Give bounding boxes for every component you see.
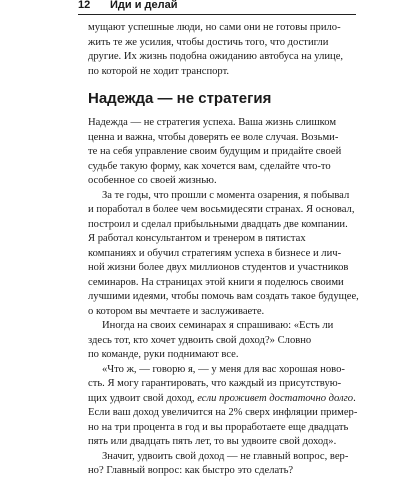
- text-line: и поработал в более чем восьмидесяти странах. Я основал,: [88, 204, 355, 215]
- text-line: по команде, руки поднимают все.: [88, 349, 239, 360]
- text-line: о котором вы мечтаете и заслуживаете.: [88, 305, 265, 317]
- text-line: судьбе такую форму, как хочется вам, сделайте что-то: [88, 160, 331, 172]
- text-line: построил и сделал прибыльными двадцать две компании.: [88, 218, 348, 230]
- section-body: [88, 116, 359, 479]
- text-line: Я работал консультантом и тренером в пятистах: [88, 233, 306, 244]
- text-line: Иногда на своих семинарах я спрашиваю: «Есть ли: [102, 320, 334, 331]
- text-line: но? Главный вопрос: как быстро это сделать?: [88, 465, 294, 476]
- text-fragment: щих удвоит свой доход,: [88, 392, 198, 404]
- text-line: компаниях и обучил стратегиям успеха в бизнесе и лич-: [88, 247, 342, 259]
- text-line: Если ваш доход увеличится на 2% сверх инфляции пример-: [88, 407, 358, 418]
- text-line: пять или двадцать пять лет, то вы удвоите свой доход».: [88, 436, 337, 447]
- text-line: жить те же усилия, чтобы достичь того, что достигли: [88, 36, 329, 48]
- text-fragment: .: [353, 392, 356, 404]
- top-paragraph: [88, 21, 356, 79]
- text-line: «Что ж, — говорю я, — у меня для вас хорошая ново-: [102, 363, 345, 375]
- text-line: За те годы, что прошли с момента озарения, я побывал: [102, 189, 350, 201]
- text-line: особенное со своей жизнью.: [88, 175, 217, 186]
- text-line: Надежда — не стратегия успеха. Ваша жизнь слишком: [88, 117, 337, 128]
- section-heading: Надежда — не стратегия: [88, 90, 272, 107]
- text-line: те на себя управление своим будущим и придайте своей: [88, 146, 342, 157]
- text-line-with-italic: [88, 392, 356, 407]
- text-line: ценна и важна, чтобы доверять ее воле случая. Возьми-: [88, 131, 339, 143]
- text-line: здесь тот, кто хочет удвоить свой доход?» Словно: [88, 334, 312, 346]
- text-line: мущают успешные люди, но сами они не готовы прило-: [88, 22, 341, 33]
- italic-fragment: если проживет достаточно долго: [197, 392, 354, 404]
- text-line: но на три процента в год и вы проработаете еще двадцать: [88, 421, 349, 433]
- text-line: другие. Их жизнь подобна ожиданию автобуса на улице,: [88, 51, 344, 62]
- page-number: 12: [78, 0, 91, 11]
- text-line: сть. Я могу гарантировать, что каждый из присутствую-: [88, 378, 342, 389]
- running-title: Иди и делай: [110, 0, 178, 11]
- page-header: [78, 0, 356, 15]
- text-line: семинаров. На страницах этой книги я поделюсь своими: [88, 276, 344, 288]
- text-line: по которой не ходит транспорт.: [88, 65, 230, 77]
- text-line: лучшими идеями, чтобы помочь вам создать такое будущее,: [88, 291, 359, 302]
- text-line: ной жизни более двух миллионов студентов и участников: [88, 262, 349, 273]
- text-line: Значит, удвоить свой доход — не главный вопрос, вер-: [102, 450, 349, 462]
